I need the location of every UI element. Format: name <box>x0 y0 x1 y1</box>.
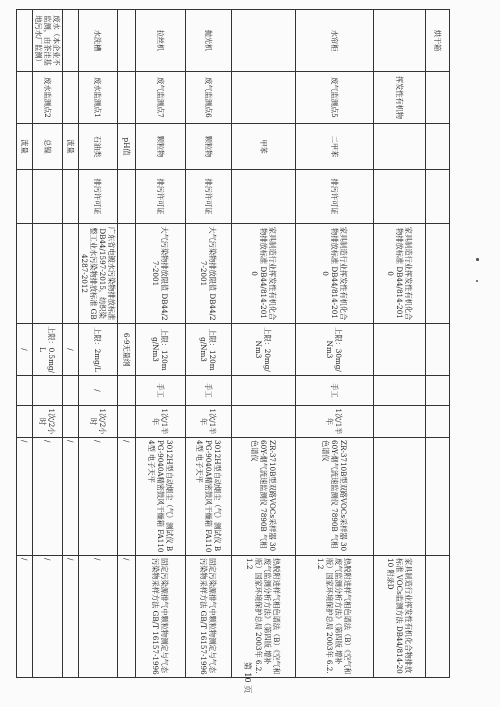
table-row <box>426 10 450 678</box>
table-cell <box>17 224 33 324</box>
table-cell: 家具制造行业挥发性有机化合物排放标准 DB44/814-2010 <box>374 224 426 324</box>
table-cell: 排污许可证 <box>79 170 118 224</box>
table-cell: / <box>118 556 136 678</box>
table-cell: 石油类 <box>79 124 118 170</box>
table-cell: ZR-3710B型双路VOCs采样器 3060Y-烟气流速监测仪 7890B 气相色谱仪 <box>296 438 374 556</box>
table-cell: 排污许可证 <box>136 170 186 224</box>
table-cell: 1次/1半年 <box>296 406 374 438</box>
table-cell: 废水监测点1 <box>79 72 118 124</box>
table-cell: 烘干箱 <box>426 10 450 72</box>
table-cell: 上限：30mg/Nm3 <box>296 324 374 376</box>
table-cell <box>232 10 296 72</box>
table-row <box>118 10 136 678</box>
table-cell: 总镍 <box>33 124 63 170</box>
table-cell <box>374 124 426 170</box>
table-cell: / <box>33 556 63 678</box>
table-cell <box>426 224 450 324</box>
table-row <box>374 10 426 678</box>
table-cell: / <box>79 376 118 406</box>
table-cell: 固定污染源排气中颗粒物测定与气态污染物采样方法 GB/T 16157-1996 <box>136 556 186 678</box>
table-cell <box>374 170 426 224</box>
table-cell <box>426 406 450 438</box>
table-cell <box>17 170 33 224</box>
table-cell: 手工 <box>136 376 186 406</box>
table-cell: 6-9无量纲 <box>118 324 136 376</box>
table-cell <box>374 406 426 438</box>
table-cell <box>63 10 79 72</box>
table-cell: 上限：2mg/L <box>79 324 118 376</box>
table-cell <box>426 324 450 376</box>
table-cell: 排污许可证 <box>186 170 232 224</box>
table-cell: / <box>63 324 79 376</box>
table-cell <box>426 438 450 556</box>
table-cell: / <box>17 556 33 678</box>
monitoring-table <box>16 9 450 678</box>
table-row <box>33 10 63 678</box>
table-cell <box>426 376 450 406</box>
table-cell <box>33 224 63 324</box>
table-cell <box>426 556 450 678</box>
table-cell <box>232 406 296 438</box>
table-cell: pH值 <box>118 124 136 170</box>
table-cell <box>33 376 63 406</box>
table-row <box>232 10 296 678</box>
table-cell <box>118 406 136 438</box>
scan-speck <box>476 258 479 261</box>
table-cell <box>374 376 426 406</box>
table-cell: 二甲苯 <box>296 124 374 170</box>
table-cell <box>118 10 136 72</box>
table-row <box>186 10 232 678</box>
table-cell: 手工 <box>186 376 232 406</box>
table-cell <box>374 10 426 72</box>
table-cell <box>426 124 450 170</box>
table-cell: 3012H型自动烟尘（气）测试仪 BPG-9040A精密鼓风干燥箱 FA1104型 电子天平 <box>186 438 232 556</box>
table-cell <box>17 72 33 124</box>
table-cell: 手工 <box>296 376 374 406</box>
table-cell: 流量 <box>63 124 79 170</box>
table-cell <box>118 72 136 124</box>
rotated-table-area <box>20 9 450 677</box>
table-cell <box>63 406 79 438</box>
table-cell: / <box>79 556 118 678</box>
table-cell: 1次/2小时 <box>79 406 118 438</box>
table-cell: 水帘柜 <box>296 10 374 72</box>
table-cell: 1次/1半年 <box>186 406 232 438</box>
table-cell <box>118 170 136 224</box>
table-cell: / <box>63 438 79 556</box>
table-cell: 3012H型自动烟尘（气）测试仪 BPG-9040A精密鼓风干燥箱 FA1104型 电子天平 <box>136 438 186 556</box>
table-cell: 废气监测点7 <box>136 72 186 124</box>
table-cell <box>374 438 426 556</box>
scan-speck <box>476 280 478 282</box>
table-cell: / <box>63 556 79 678</box>
table-cell: ZR-3710B型双路VOCs采样器 3060Y-烟气流速监测仪 7890B 气相色谱仪 <box>232 438 296 556</box>
table-cell: 家具制造行业挥发性有机化合物排放标准 VOCs监测方法 DB44/814-2010 附录D <box>374 556 426 678</box>
table-cell <box>17 376 33 406</box>
table-cell: 废气监测点5 <box>296 72 374 124</box>
table-cell: 广东省电镀水污染物排放标准 DB44/1597-2015，纺织染整工业水污染物排放标准 GB 4287-2012 <box>79 224 118 324</box>
table-cell: 大气污染物排放限值 DB44/27-2001 <box>136 224 186 324</box>
table-row <box>79 10 118 678</box>
table-cell: / <box>17 438 33 556</box>
table-cell <box>63 170 79 224</box>
table-cell: 家具制造行业挥发性有机化合物排放标准 DB44/814-2010 <box>232 224 296 324</box>
table-cell: 1次/2小时 <box>33 406 63 438</box>
table-cell: 颗粒物 <box>186 124 232 170</box>
table-cell <box>118 376 136 406</box>
table-cell: 抛光机 <box>186 10 232 72</box>
table-cell: / <box>33 438 63 556</box>
page-number: 第 10 页 <box>243 661 253 694</box>
table-cell: 大气污染物排放限值 DB44/27-2001 <box>186 224 232 324</box>
table-cell: 上限：20mg/Nm3 <box>232 324 296 376</box>
table-cell: 上限：120mg/Nm3 <box>136 324 186 376</box>
table-cell <box>63 224 79 324</box>
table-cell: / <box>17 324 33 376</box>
table-cell: 水洗槽 <box>79 10 118 72</box>
table-cell <box>232 170 296 224</box>
table-cell: 挥发性有机物 <box>374 72 426 124</box>
table-cell: 排污许可证 <box>296 170 374 224</box>
table-row <box>17 10 33 678</box>
table-cell <box>426 72 450 124</box>
table-cell <box>426 170 450 224</box>
table-cell <box>118 224 136 324</box>
table-cell: 上限：120mg/Nm3 <box>186 324 232 376</box>
table-cell: 热脱附进样气相色谱法（B）《空气和废气监测分析方法》（第四版 增补版）国家环境保护总局 2003年 6.2.1.2 <box>296 556 374 678</box>
table-cell: 甲苯 <box>232 124 296 170</box>
table-cell: 废水（本企业不监测，由茶洼基地污水厂监测） <box>33 10 63 72</box>
table-cell <box>63 376 79 406</box>
table-cell <box>63 72 79 124</box>
table-cell: / <box>79 438 118 556</box>
table-row <box>63 10 79 678</box>
table-cell: 热脱附进样气相色谱法（B）《空气和废气监测分析方法》（第四版 增补版）国家环境保护总局 2003年 6.2.1.2 <box>232 556 296 678</box>
table-cell: 流量 <box>17 124 33 170</box>
table-cell: 家具制造行业挥发性有机化合物排放标准 DB44/814-2010 <box>296 224 374 324</box>
table-cell <box>33 170 63 224</box>
table-row <box>136 10 186 678</box>
table-cell <box>232 376 296 406</box>
table-cell: / <box>118 438 136 556</box>
table-cell: 废水监测点2 <box>33 72 63 124</box>
table-cell: 固定污染源排气中颗粒物测定与气态污染物采样方法 GB/T 16157-1996 <box>186 556 232 678</box>
table-cell: 颗粒物 <box>136 124 186 170</box>
table-cell: 拉丝机 <box>136 10 186 72</box>
table-cell: 上限：0.5mg/L <box>33 324 63 376</box>
table-row <box>296 10 374 678</box>
table-cell <box>374 324 426 376</box>
table-cell: 废气监测点6 <box>186 72 232 124</box>
table-cell: 1次/1半年 <box>136 406 186 438</box>
table-cell <box>232 72 296 124</box>
table-cell <box>17 10 33 72</box>
table-cell <box>17 406 33 438</box>
